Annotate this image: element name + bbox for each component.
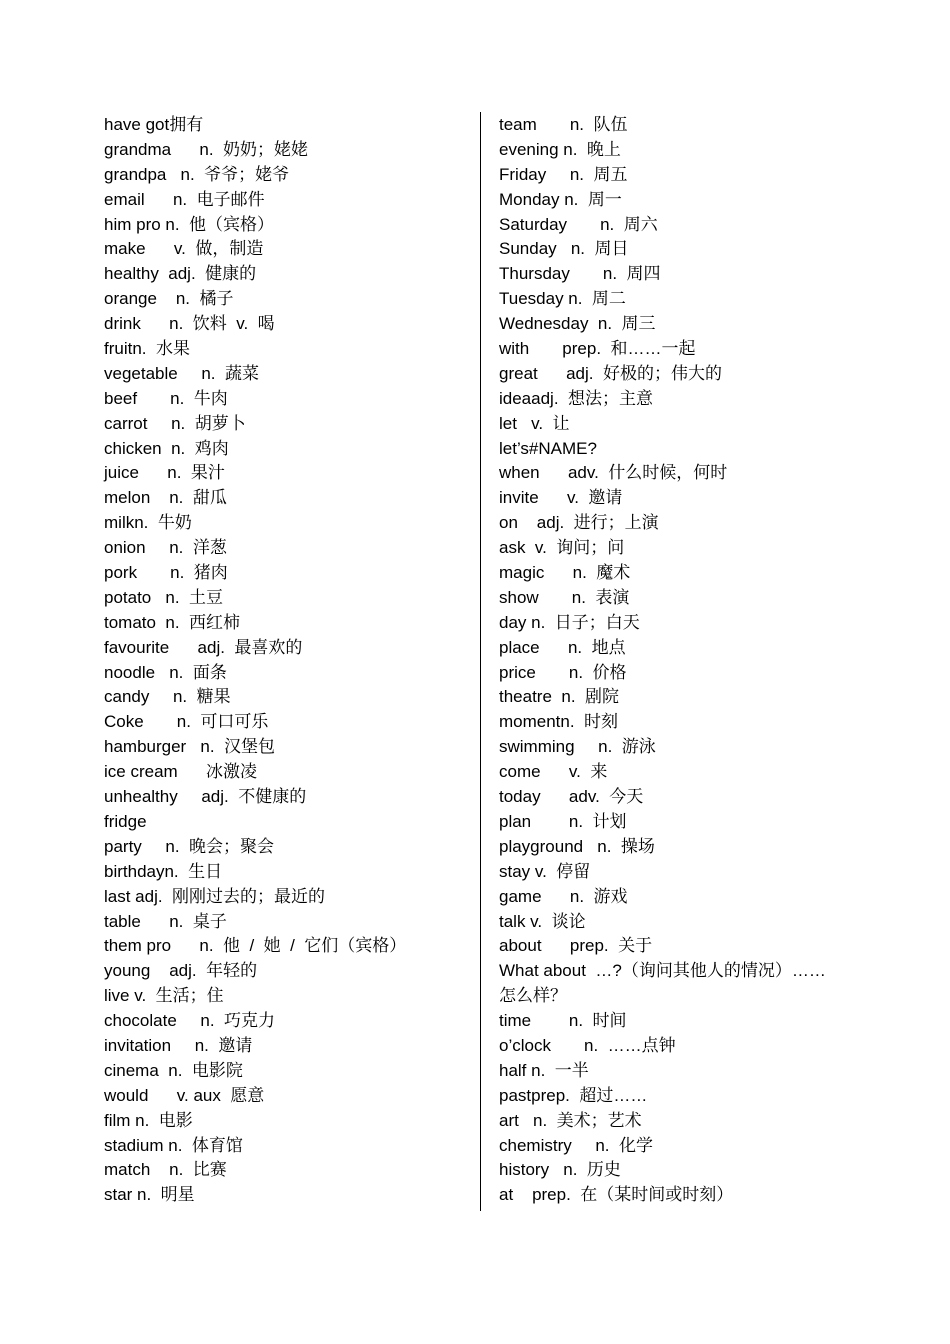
vocab-entry: game n. 游戏 (499, 886, 628, 906)
vocab-entry: unhealthy adj. 不健康的 (104, 787, 307, 807)
vocab-entry: 怎么样？ (499, 986, 567, 1006)
vocab-entry: party n. 晚会；聚会 (104, 836, 275, 856)
vocab-entry: fruitn. 水果 (104, 339, 190, 359)
vocab-entry: grandpa n. 爷爷；姥爷 (104, 164, 290, 184)
vocab-entry: stadium n. 体育馆 (104, 1135, 243, 1155)
vocab-entry: today adv. 今天 (499, 787, 644, 807)
vocab-entry: day n. 日子；白天 (499, 612, 640, 632)
vocab-entry: healthy adj. 健康的 (104, 264, 257, 284)
vocab-entry: Tuesday n. 周二 (499, 289, 626, 309)
vocab-entry: young adj. 年轻的 (104, 961, 258, 981)
vocab-entry: drink n. 饮料 v. 喝 (104, 314, 275, 334)
vocab-entry: fridge (104, 811, 147, 831)
vocab-entry: plan n. 计划 (499, 811, 627, 831)
vocab-entry: chicken n. 鸡肉 (104, 438, 229, 458)
vocab-entry: let v. 让 (499, 413, 570, 433)
vocab-entry: Saturday n. 周六 (499, 214, 658, 234)
vocab-entry: grandma n. 奶奶；姥姥 (104, 139, 309, 159)
vocab-entry: chocolate n. 巧克力 (104, 1011, 276, 1031)
vocab-entry: evening n. 晚上 (499, 139, 621, 159)
vocab-entry: great adj. 好极的；伟大的 (499, 363, 722, 383)
vocab-entry: onion n. 洋葱 (104, 538, 227, 558)
vocab-entry: let’s#NAME? (499, 438, 597, 458)
vocab-entry: What about …?（询问其他人的情况）…… (499, 961, 826, 981)
vocab-entry: price n. 价格 (499, 662, 627, 682)
column-divider (480, 112, 481, 1211)
vocab-entry: playground n. 操场 (499, 836, 655, 856)
vocab-entry: time n. 时间 (499, 1011, 627, 1031)
vocab-entry: momentn. 时刻 (499, 712, 619, 732)
vocab-entry: swimming n. 游泳 (499, 737, 656, 757)
vocab-entry: team n. 队伍 (499, 115, 628, 134)
vocab-entry: cinema n. 电影院 (104, 1060, 243, 1080)
vocab-entry: potato n. 土豆 (104, 587, 224, 607)
vocab-entry: come v. 来 (499, 762, 608, 782)
vocab-entry: Monday n. 周一 (499, 189, 622, 209)
vocab-entry: theatre n. 剧院 (499, 687, 619, 707)
vocab-entry: table n. 桌子 (104, 911, 227, 931)
vocab-entry: about prep. 关于 (499, 936, 653, 956)
vocab-entry: stay v. 停留 (499, 861, 591, 881)
vocab-entry: art n. 美术；艺术 (499, 1110, 642, 1130)
vocab-entry: half n. 一半 (499, 1060, 589, 1080)
vocab-entry: Wednesday n. 周三 (499, 314, 656, 334)
vocab-entry: show n. 表演 (499, 587, 630, 607)
vocab-entry: invite v. 邀请 (499, 488, 623, 508)
vocab-entry: them pro n. 他 / 她 / 它们（宾格） (104, 936, 407, 956)
vocab-entry: ice cream 冰激凌 (104, 762, 258, 782)
vocab-entry: favourite adj. 最喜欢的 (104, 637, 303, 657)
vocab-entry: Coke n. 可口可乐 (104, 712, 269, 732)
vocab-entry: pastprep. 超过…… (499, 1085, 648, 1105)
vocab-entry: him pro n. 他（宾格） (104, 214, 275, 234)
vocab-entry: pork n. 猪肉 (104, 563, 228, 583)
vocab-entry: tomato n. 西红柿 (104, 612, 241, 632)
vocab-entry: carrot n. 胡萝卜 (104, 413, 246, 433)
vocab-entry: o’clock n. ……点钟 (499, 1035, 676, 1055)
vocab-entry: Thursday n. 周四 (499, 264, 661, 284)
vocab-entry: melon n. 甜瓜 (104, 488, 227, 508)
left-vocabulary-column (104, 113, 474, 1208)
vocab-entry: on adj. 进行；上演 (499, 513, 659, 533)
vocab-entry: beef n. 牛肉 (104, 388, 228, 408)
vocab-entry: noodle n. 面条 (104, 662, 227, 682)
vocab-entry: milkn. 牛奶 (104, 513, 192, 533)
vocab-entry: candy n. 糖果 (104, 687, 231, 707)
right-vocabulary-column (499, 113, 899, 1208)
vocab-entry: chemistry n. 化学 (499, 1135, 653, 1155)
vocab-entry: email n. 电子邮件 (104, 189, 265, 209)
vocab-entry: would v. aux 愿意 (104, 1085, 265, 1105)
vocab-entry: with prep. 和……一起 (499, 339, 696, 359)
vocab-entry: history n. 历史 (499, 1160, 621, 1180)
vocab-entry: last adj. 刚刚过去的；最近的 (104, 886, 326, 906)
vocab-entry: Sunday n. 周日 (499, 239, 629, 259)
vocab-entry: ideaadj. 想法；主意 (499, 388, 653, 408)
vocab-entry: when adv. 什么时候，何时 (499, 463, 728, 483)
vocab-entry: star n. 明星 (104, 1185, 195, 1205)
vocab-entry: magic n. 魔术 (499, 563, 631, 583)
vocab-entry: birthdayn. 生日 (104, 861, 223, 881)
vocab-entry: at prep. 在（某时间或时刻） (499, 1185, 734, 1205)
vocab-entry: hamburger n. 汉堡包 (104, 737, 276, 757)
vocab-entry: make v. 做，制造 (104, 239, 264, 259)
vocab-entry: vegetable n. 蔬菜 (104, 363, 259, 383)
vocab-entry: invitation n. 邀请 (104, 1035, 253, 1055)
vocab-entry: talk v. 谈论 (499, 911, 586, 931)
vocab-entry: orange n. 橘子 (104, 289, 234, 309)
vocab-entry: have got拥有 (104, 115, 204, 134)
vocab-entry: place n. 地点 (499, 637, 626, 657)
vocab-entry: Friday n. 周五 (499, 164, 628, 184)
vocab-entry: ask v. 询问；问 (499, 538, 625, 558)
vocab-entry: film n. 电影 (104, 1110, 193, 1130)
vocab-entry: live v. 生活；住 (104, 986, 224, 1006)
vocab-entry: juice n. 果汁 (104, 463, 225, 483)
vocab-entry: match n. 比赛 (104, 1160, 227, 1180)
